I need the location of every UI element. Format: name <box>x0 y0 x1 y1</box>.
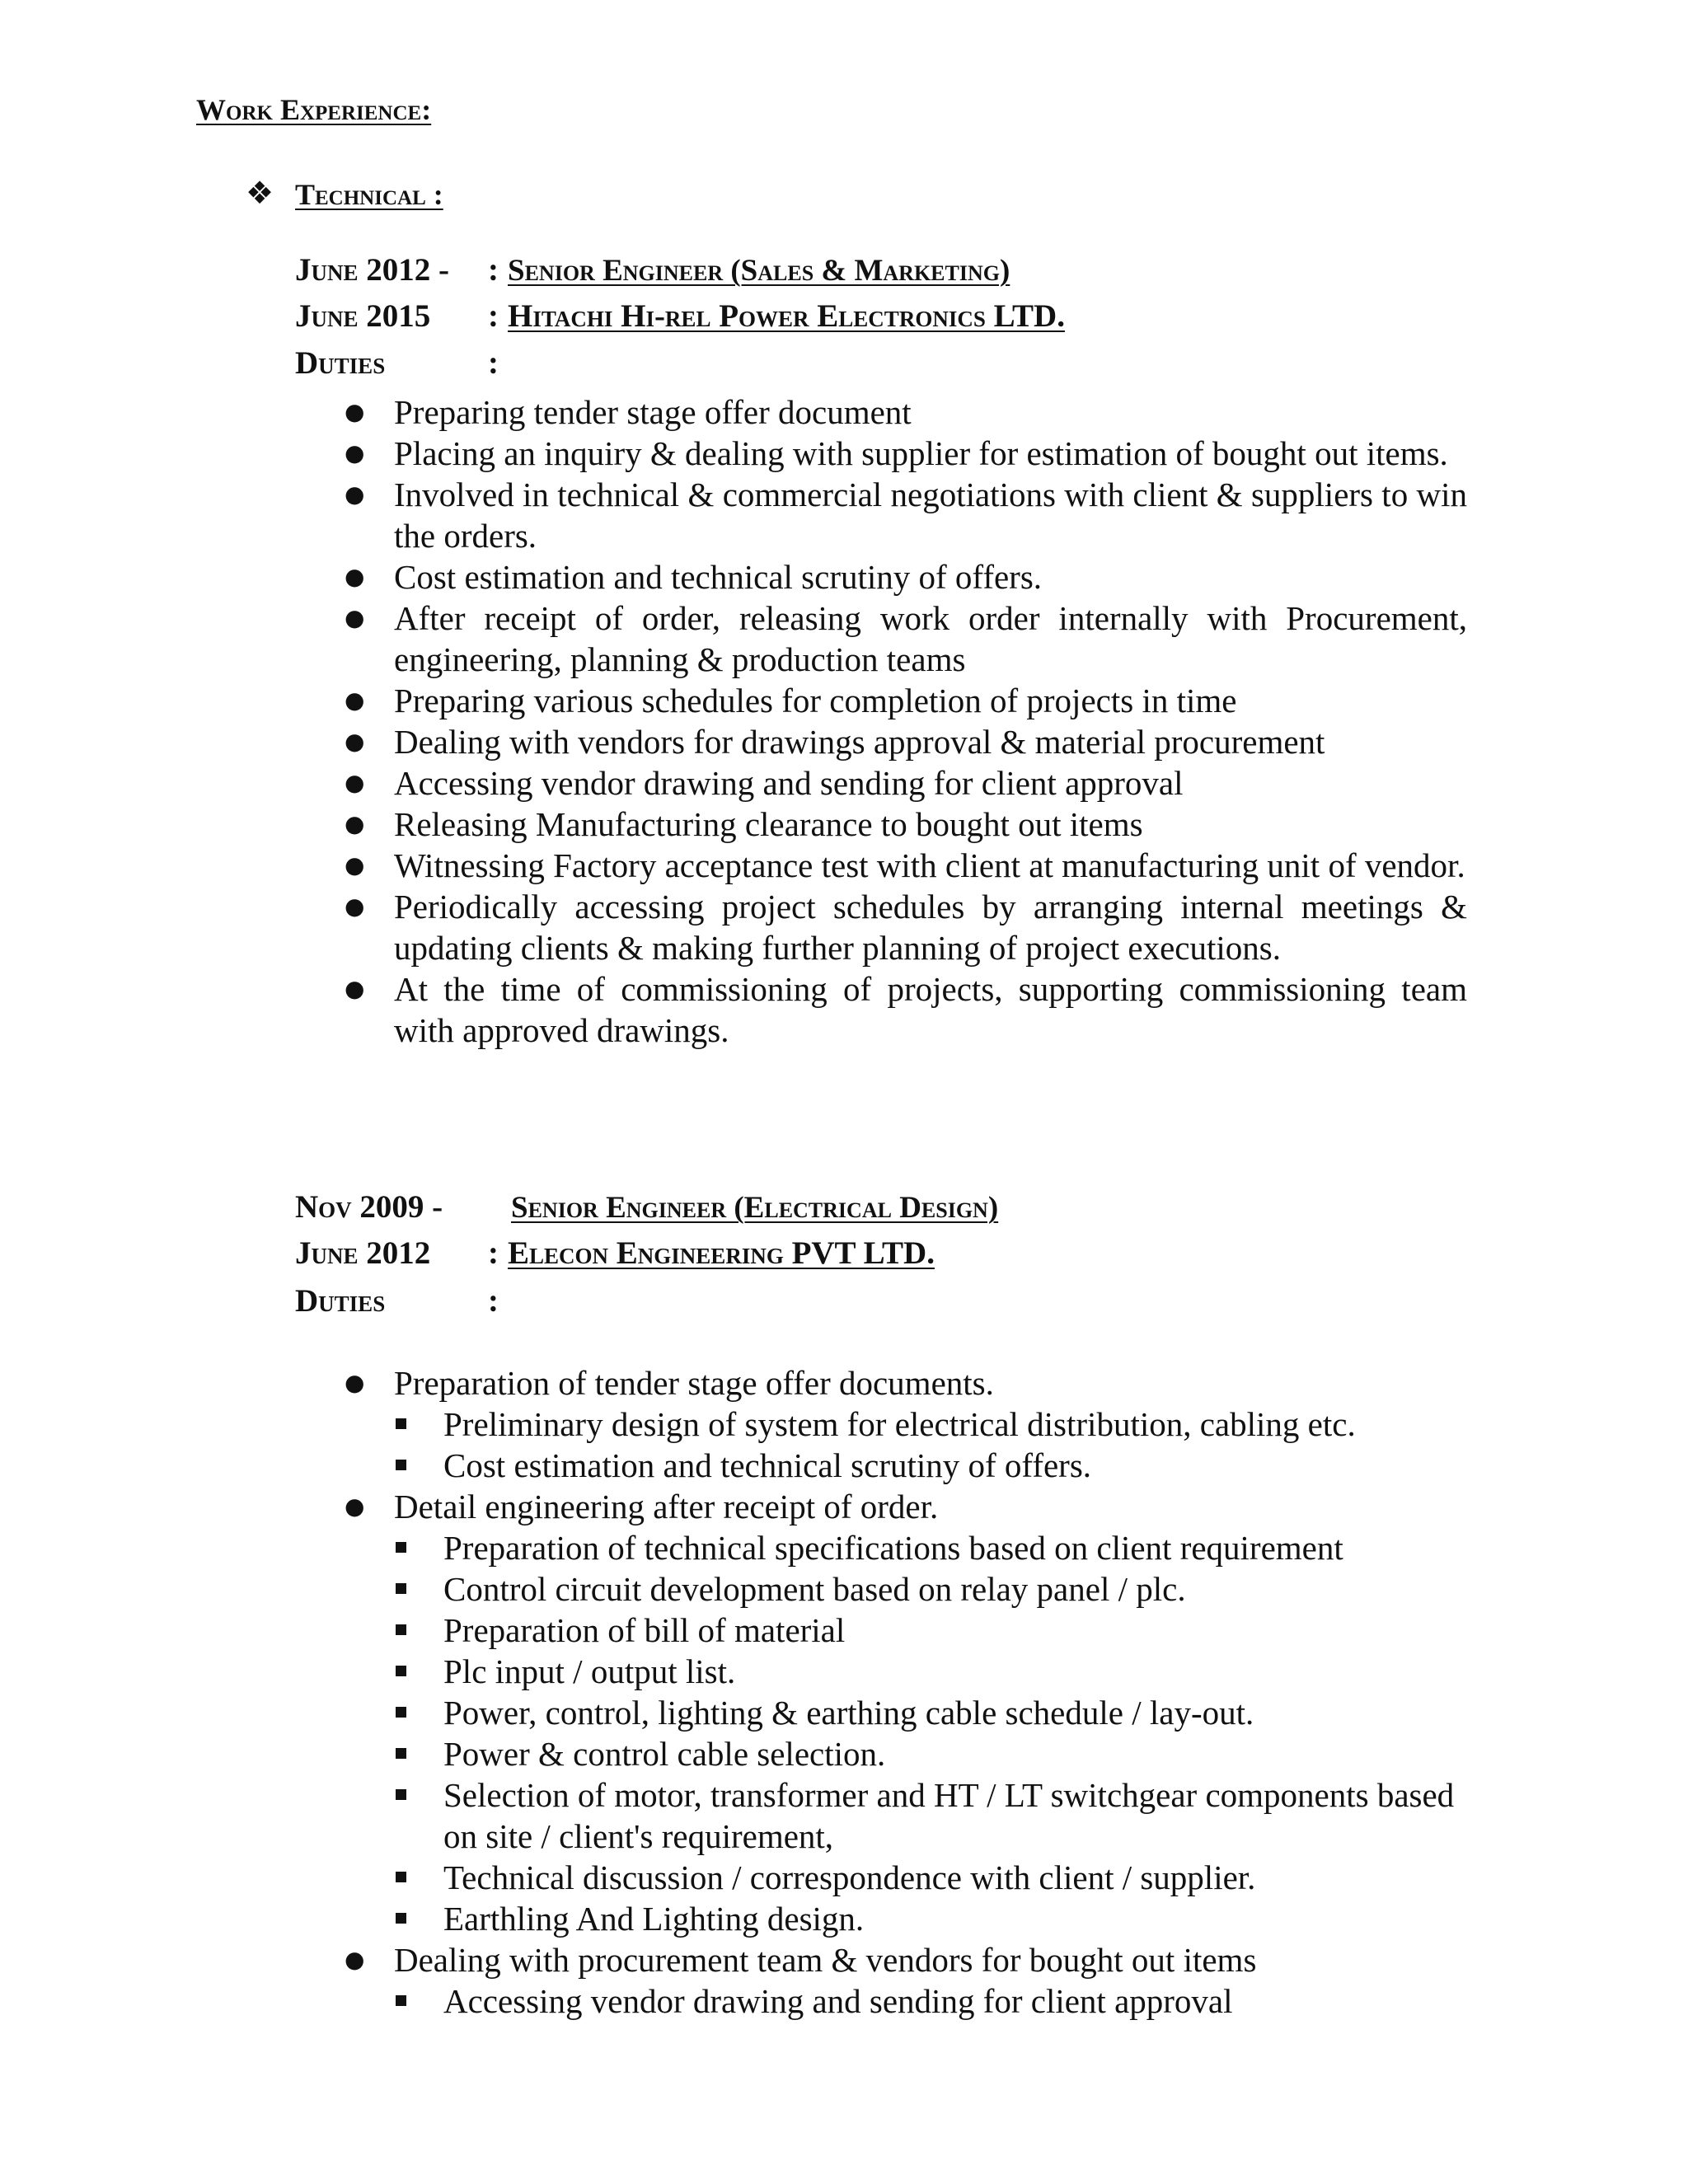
list-item: ● Involved in technical & commercial negotiations with client & suppliers to win the orders. <box>345 476 1467 555</box>
bullet-icon: ● <box>345 851 365 879</box>
square-bullet-icon <box>396 1789 406 1800</box>
list-item: ● After receipt of order, releasing work order internally with Procurement, engineering, planning & production teams <box>345 599 1467 678</box>
bullet-icon: ● <box>345 1369 365 1396</box>
bullet-icon: ● <box>345 810 365 837</box>
subsection-heading: Technical : <box>295 178 443 211</box>
bullet-icon: ● <box>345 604 365 631</box>
square-bullet-icon <box>396 1583 406 1594</box>
sub-list-item: Plc input / output list. <box>346 1651 1467 1692</box>
list-item: ● Accessing vendor drawing and sending for client approval <box>345 764 1184 802</box>
job2-duties-colon: : <box>488 1283 499 1319</box>
square-bullet-icon <box>396 1913 406 1924</box>
list-item: ● Detail engineering after receipt of order. <box>345 1488 939 1526</box>
job1-duties-colon: : <box>488 345 499 381</box>
sub-list-item: Accessing vendor drawing and sending for client approval <box>346 1980 1467 2022</box>
sub-list-item: Technical discussion / correspondence with client / supplier. <box>346 1857 1467 1898</box>
bullet-icon: ● <box>345 769 365 796</box>
job1-duties-list <box>346 391 1467 1051</box>
job1-date-to: June 2015 <box>295 298 431 334</box>
list-item: ● Witnessing Factory acceptance test with client at manufacturing unit of vendor. <box>345 846 1465 884</box>
square-bullet-icon <box>396 1542 406 1553</box>
sub-list-item: Power, control, lighting & earthing cable schedule / lay-out. <box>346 1692 1467 1733</box>
sub-list-item: Preparation of bill of material <box>346 1610 1467 1651</box>
list-item: ● Dealing with vendors for drawings approval & material procurement <box>345 723 1325 761</box>
bullet-icon: ● <box>345 893 365 920</box>
square-bullet-icon <box>396 1872 406 1882</box>
bullet-icon: ● <box>345 398 365 425</box>
job2-company: Elecon Engineering PVT LTD. <box>508 1235 935 1271</box>
square-bullet-icon <box>396 1707 406 1718</box>
diamond-bullet-icon: ❖ <box>246 175 274 211</box>
job1-title: Senior Engineer (Sales & Marketing) <box>508 254 1010 288</box>
bullet-icon: ● <box>345 480 365 508</box>
sub-list-item: Preliminary design of system for electrical distribution, cabling etc. <box>346 1404 1467 1445</box>
list-item: ● Periodically accessing project schedules by arranging internal meetings & updating clients & making further planning of project executions. <box>345 888 1467 967</box>
sub-list-item: Preparation of technical specifications based on client requirement <box>346 1527 1467 1568</box>
sub-list-item: Selection of motor, transformer and HT / LT switchgear components based on site / client's requirement, <box>346 1774 1467 1857</box>
list-item: ● Placing an inquiry & dealing with supplier for estimation of bought out items. <box>345 434 1448 472</box>
square-bullet-icon <box>396 1666 406 1676</box>
bullet-icon: ● <box>345 687 365 714</box>
list-item: ● Dealing with procurement team & vendors for bought out items <box>345 1941 1257 1979</box>
sub-list-item: Earthling And Lighting design. <box>346 1898 1467 1939</box>
square-bullet-icon <box>396 1624 406 1635</box>
list-item: ● Releasing Manufacturing clearance to bought out items <box>345 805 1143 843</box>
sub-list-item: Power & control cable selection. <box>346 1733 1467 1774</box>
list-item: ● Cost estimation and technical scrutiny of offers. <box>345 558 1043 596</box>
job1-duties-label: Duties <box>295 345 386 381</box>
bullet-icon: ● <box>345 1946 365 1973</box>
list-item: ● Preparation of tender stage offer documents. <box>345 1364 994 1402</box>
bullet-icon: ● <box>345 563 365 590</box>
bullet-icon: ● <box>345 1493 365 1520</box>
section-heading: Work Experience: <box>196 93 432 126</box>
square-bullet-icon <box>396 1418 406 1429</box>
list-item: ● At the time of commissioning of projects, supporting commissioning team with approved drawings. <box>345 970 1467 1049</box>
square-bullet-icon <box>396 1995 406 2006</box>
job1-company: Hitachi Hi-rel Power Electronics LTD. <box>508 298 1065 334</box>
job1-company-colon: : <box>488 298 499 334</box>
bullet-icon: ● <box>345 728 365 755</box>
job1-date-from: June 2012 - <box>295 252 449 288</box>
job2-duties-list <box>346 1362 1467 2022</box>
job2-date-to: June 2012 <box>295 1235 431 1271</box>
square-bullet-icon <box>396 1748 406 1759</box>
job2-duties-label: Duties <box>295 1283 386 1319</box>
square-bullet-icon <box>396 1460 406 1470</box>
sub-list-item: Control circuit development based on relay panel / plc. <box>346 1568 1467 1610</box>
job1-title-colon: : <box>488 252 499 288</box>
bullet-icon: ● <box>345 439 365 466</box>
job2-company-colon: : <box>488 1235 499 1271</box>
bullet-icon: ● <box>345 975 365 1002</box>
sub-list-item: Cost estimation and technical scrutiny of offers. <box>346 1445 1467 1486</box>
job2-title: Senior Engineer (Electrical Design) <box>511 1191 999 1225</box>
list-item: ● Preparing tender stage offer document <box>345 393 912 431</box>
list-item: ● Preparing various schedules for completion of projects in time <box>345 682 1237 719</box>
job2-date-from: Nov 2009 - <box>295 1189 443 1225</box>
